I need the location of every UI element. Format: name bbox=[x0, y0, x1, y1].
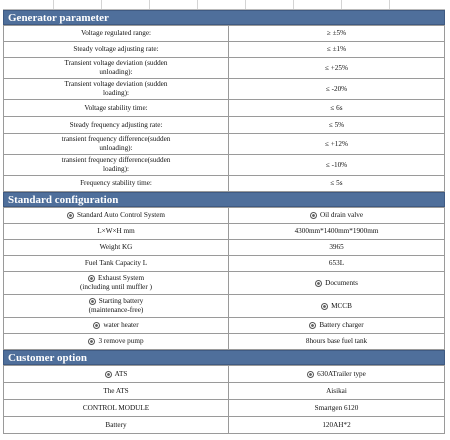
table-row bbox=[4, 417, 445, 434]
table-row bbox=[4, 240, 445, 256]
param-label: Voltage stability time: bbox=[4, 100, 229, 117]
table-row bbox=[4, 58, 445, 79]
option-left: Battery bbox=[4, 417, 229, 434]
table-row bbox=[4, 256, 445, 272]
table-row bbox=[4, 272, 445, 295]
config-right: Documents bbox=[229, 272, 445, 295]
config-right: 3965 bbox=[229, 240, 445, 256]
param-label: Transient voltage deviation (sudden unloading): bbox=[4, 58, 229, 79]
param-label: Transient voltage deviation (sudden loading): bbox=[4, 79, 229, 100]
config-left: L×W×H mm bbox=[4, 224, 229, 240]
table-row bbox=[4, 155, 445, 176]
table-row bbox=[4, 100, 445, 117]
table-row bbox=[4, 383, 445, 400]
param-label: Voltage regulated range: bbox=[4, 26, 229, 42]
bullet-circle-icon bbox=[315, 280, 322, 287]
param-value: ≤ +25% bbox=[229, 58, 445, 79]
table-row bbox=[4, 400, 445, 417]
table-row bbox=[4, 79, 445, 100]
table-row bbox=[4, 176, 445, 192]
table-row bbox=[4, 134, 445, 155]
option-left: CONTROL MODULE bbox=[4, 400, 229, 417]
config-right: 653L bbox=[229, 256, 445, 272]
bullet-circle-icon bbox=[93, 322, 100, 329]
config-left: water heater bbox=[4, 318, 229, 334]
config-right: Battery charger bbox=[229, 318, 445, 334]
config-right: 4300mm*1400mm*1900mm bbox=[229, 224, 445, 240]
option-right: 630ATrailer type bbox=[229, 366, 445, 383]
option-right: Smartgen 6120 bbox=[229, 400, 445, 417]
param-value: ≤ -10% bbox=[229, 155, 445, 176]
param-label: Frequency stability time: bbox=[4, 176, 229, 192]
bullet-circle-icon bbox=[307, 371, 314, 378]
table-row bbox=[4, 208, 445, 224]
table-row bbox=[4, 334, 445, 350]
config-left: 3 remove pump bbox=[4, 334, 229, 350]
standard-configuration-table bbox=[3, 207, 445, 350]
table-row bbox=[4, 318, 445, 334]
option-right: 120AH*2 bbox=[229, 417, 445, 434]
config-left: Fuel Tank Capacity L bbox=[4, 256, 229, 272]
bullet-circle-icon bbox=[88, 275, 95, 282]
bullet-circle-icon bbox=[321, 303, 328, 310]
param-value: ≤ 5% bbox=[229, 117, 445, 134]
generator-parameter-table bbox=[3, 25, 445, 192]
table-row bbox=[4, 366, 445, 383]
param-label: Steady voltage adjusting rate: bbox=[4, 42, 229, 58]
param-value: ≤ +12% bbox=[229, 134, 445, 155]
config-left: Starting battery (maintenance-free) bbox=[4, 295, 229, 318]
section-header-generator: Generator parameter bbox=[3, 10, 445, 25]
bullet-circle-icon bbox=[309, 322, 316, 329]
section-header-customer: Customer option bbox=[3, 350, 445, 365]
option-left: The ATS bbox=[4, 383, 229, 400]
table-row bbox=[4, 26, 445, 42]
customer-option-table bbox=[3, 365, 445, 434]
spec-sheet bbox=[3, 0, 445, 434]
param-label: Steady frequency adjusting rate: bbox=[4, 117, 229, 134]
config-left: Exhaust System (including until muffler ) bbox=[4, 272, 229, 295]
config-left: Standard Auto Control System bbox=[4, 208, 229, 224]
table-row bbox=[4, 42, 445, 58]
bullet-circle-icon bbox=[310, 212, 317, 219]
param-label: transient frequency difference(sudden unloading): bbox=[4, 134, 229, 155]
param-value: ≤ ±1% bbox=[229, 42, 445, 58]
config-right: 8hours base fuel tank bbox=[229, 334, 445, 350]
param-value: ≤ 6s bbox=[229, 100, 445, 117]
top-gridlines bbox=[3, 0, 445, 10]
param-value: ≤ -20% bbox=[229, 79, 445, 100]
bullet-circle-icon bbox=[67, 212, 74, 219]
bullet-circle-icon bbox=[105, 371, 112, 378]
section-header-standard: Standard configuration bbox=[3, 192, 445, 207]
config-left: Weight KG bbox=[4, 240, 229, 256]
table-row bbox=[4, 295, 445, 318]
param-value: ≤ 5s bbox=[229, 176, 445, 192]
config-right: MCCB bbox=[229, 295, 445, 318]
param-value: ≥ ±5% bbox=[229, 26, 445, 42]
table-row bbox=[4, 224, 445, 240]
option-left: ATS bbox=[4, 366, 229, 383]
table-row bbox=[4, 117, 445, 134]
config-right: Oil drain valve bbox=[229, 208, 445, 224]
option-right: Aisikai bbox=[229, 383, 445, 400]
param-label: transient frequency difference(sudden loading): bbox=[4, 155, 229, 176]
bullet-circle-icon bbox=[89, 298, 96, 305]
bullet-circle-icon bbox=[88, 338, 95, 345]
